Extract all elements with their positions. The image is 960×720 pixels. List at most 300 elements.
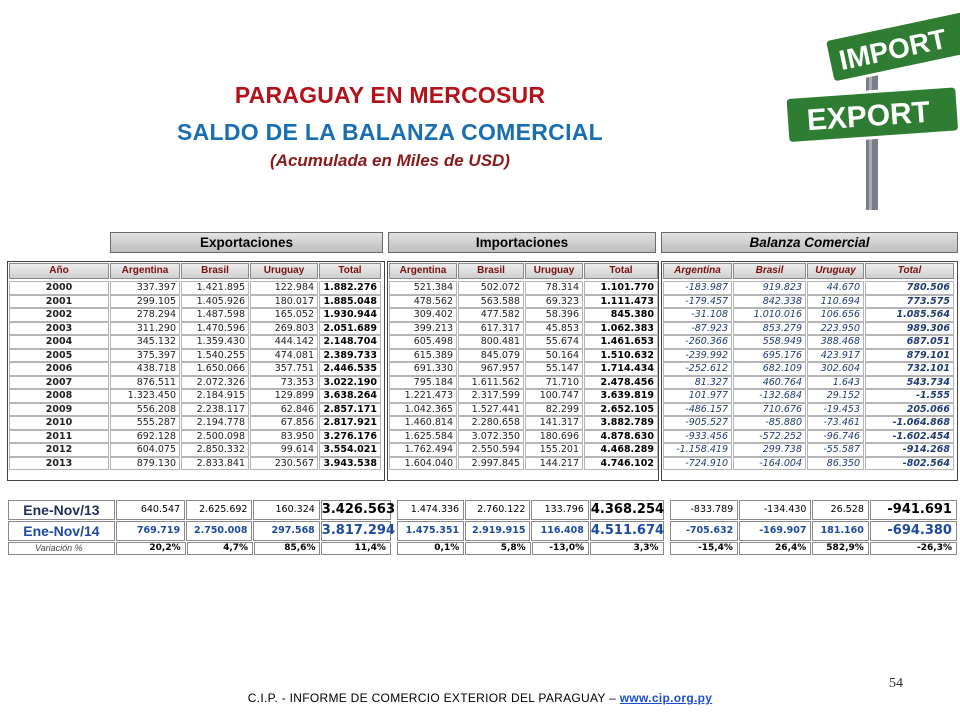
table-cell: -87.923 — [663, 322, 732, 336]
table-row — [9, 430, 382, 444]
table-cell: 299.738 — [733, 443, 806, 457]
table-row — [663, 403, 955, 417]
row-year: 2002 — [9, 308, 109, 322]
summary-cell: 3.426.563 — [321, 500, 391, 520]
col-header-bal-uruguay: Uruguay — [807, 263, 864, 279]
group-header-exports: Exportaciones — [110, 232, 383, 253]
table-row — [663, 308, 955, 322]
table-cell: 876.511 — [110, 376, 180, 390]
table-row — [389, 457, 659, 471]
table-row — [9, 322, 382, 336]
table-cell: 1.487.598 — [181, 308, 249, 322]
table-cell: 399.213 — [389, 322, 457, 336]
table-cell: 345.132 — [110, 335, 180, 349]
row-year: 2006 — [9, 362, 109, 376]
table-cell: 129.899 — [250, 389, 318, 403]
table-cell: 3.554.021 — [319, 443, 381, 457]
summary-cell: -705.632 — [670, 521, 738, 541]
col-header-imp-total: Total — [584, 263, 658, 279]
summary-row-variacion — [8, 542, 958, 555]
table-cell: 2.238.117 — [181, 403, 249, 417]
summary-cell: 2.625.692 — [186, 500, 252, 520]
table-cell: 732.101 — [865, 362, 954, 376]
table-cell: 2.194.778 — [181, 416, 249, 430]
summary-cell: -833.789 — [670, 500, 738, 520]
table-cell: -132.684 — [733, 389, 806, 403]
table-cell: 1.042.365 — [389, 403, 457, 417]
summary-row-ene-nov-14 — [8, 521, 958, 541]
table-cell: 845.380 — [584, 308, 658, 322]
table-cell: 1.930.944 — [319, 308, 381, 322]
table-cell: 3.882.789 — [584, 416, 658, 430]
table-row — [663, 376, 955, 390]
table-cell: 86.350 — [807, 457, 864, 471]
row-year: 2013 — [9, 457, 109, 471]
sign-export-text: EXPORT — [805, 95, 932, 138]
table-cell: 2.833.841 — [181, 457, 249, 471]
table-cell: 800.481 — [458, 335, 524, 349]
summary-gap — [665, 521, 669, 541]
table-cell: 2.184.915 — [181, 389, 249, 403]
row-year: 2007 — [9, 376, 109, 390]
table-cell: 2.478.456 — [584, 376, 658, 390]
title-units: (Acumulada en Miles de USD) — [270, 151, 510, 170]
summary-cell: 2.750.008 — [186, 521, 252, 541]
table-cell: 478.562 — [389, 295, 457, 309]
table-cell: -179.457 — [663, 295, 732, 309]
table-cell: -1.064.868 — [865, 416, 954, 430]
summary-cell: 133.796 — [531, 500, 588, 520]
summary-cell: -169.907 — [739, 521, 811, 541]
table-cell: 101.977 — [663, 389, 732, 403]
table-cell: 691.330 — [389, 362, 457, 376]
table-cell: 1.359.430 — [181, 335, 249, 349]
table-cell: 1.111.473 — [584, 295, 658, 309]
summary-cell: 5,8% — [465, 542, 530, 555]
table-cell: 29.152 — [807, 389, 864, 403]
table-cell: 1.421.895 — [181, 281, 249, 295]
table-cell: 1.510.632 — [584, 349, 658, 363]
col-header-bal-brasil: Brasil — [733, 263, 806, 279]
summary-label: Variación % — [8, 542, 115, 555]
table-row — [663, 322, 955, 336]
table-cell: 845.079 — [458, 349, 524, 363]
table-row — [9, 389, 382, 403]
table-cell: 842.338 — [733, 295, 806, 309]
col-header-bal-argentina: Argentina — [663, 263, 732, 279]
table-cell: 223.950 — [807, 322, 864, 336]
col-header-bal-total: Total — [865, 263, 954, 279]
table-cell: 2.817.921 — [319, 416, 381, 430]
table-cell: 3.072.350 — [458, 430, 524, 444]
table-cell: 460.764 — [733, 376, 806, 390]
table-cell: 615.389 — [389, 349, 457, 363]
summary-gap — [665, 542, 669, 555]
table-cell: -260.366 — [663, 335, 732, 349]
table-row — [663, 443, 955, 457]
table-cell: 687.051 — [865, 335, 954, 349]
summary-cell: 26.528 — [812, 500, 868, 520]
summary-cell: 181.160 — [812, 521, 868, 541]
table-cell: 617.317 — [458, 322, 524, 336]
summary-cell: 769.719 — [116, 521, 185, 541]
summary-cell: 116.408 — [531, 521, 588, 541]
title-subtitle: SALDO DE LA BALANZA COMERCIAL — [176, 119, 604, 145]
table-cell: 710.676 — [733, 403, 806, 417]
table-cell: -802.564 — [865, 457, 954, 471]
summary-cell: 1.475.351 — [397, 521, 464, 541]
table-cell: 1.762.494 — [389, 443, 457, 457]
table-cell: 44.670 — [807, 281, 864, 295]
table-cell: -183.987 — [663, 281, 732, 295]
table-cell: -239.992 — [663, 349, 732, 363]
table-cell: -905.527 — [663, 416, 732, 430]
summary-cell: 2.919.915 — [465, 521, 530, 541]
table-cell: 3.022.190 — [319, 376, 381, 390]
table-cell: -1.555 — [865, 389, 954, 403]
footer — [0, 691, 960, 705]
table-row — [663, 457, 955, 471]
table-cell: -1.602.454 — [865, 430, 954, 444]
table-row — [9, 281, 382, 295]
table-cell: -164.004 — [733, 457, 806, 471]
table-cell: 692.128 — [110, 430, 180, 444]
row-year: 2000 — [9, 281, 109, 295]
table-row — [9, 457, 382, 471]
table-cell: 309.402 — [389, 308, 457, 322]
table-cell: -31.108 — [663, 308, 732, 322]
table-row — [9, 349, 382, 363]
table-row — [389, 389, 659, 403]
table-cell: 1.062.383 — [584, 322, 658, 336]
table-cell: 388.468 — [807, 335, 864, 349]
table-cell: 144.217 — [525, 457, 583, 471]
col-header-year: Año — [9, 263, 109, 279]
table-cell: 3.638.264 — [319, 389, 381, 403]
table-cell: 1.714.434 — [584, 362, 658, 376]
table-cell: 1.643 — [807, 376, 864, 390]
sign-export-plate — [785, 86, 960, 144]
table-row — [9, 295, 382, 309]
table-cell: 853.279 — [733, 322, 806, 336]
table-row — [389, 430, 659, 444]
table-cell: 110.694 — [807, 295, 864, 309]
col-header-exp-argentina: Argentina — [110, 263, 180, 279]
table-cell: 555.287 — [110, 416, 180, 430]
summary-cell: -134.430 — [739, 500, 811, 520]
table-row — [9, 416, 382, 430]
table-cell: 62.846 — [250, 403, 318, 417]
table-cell: 1.323.450 — [110, 389, 180, 403]
table-cell: 106.656 — [807, 308, 864, 322]
summary-cell: -15,4% — [670, 542, 738, 555]
table-cell: -1.158.419 — [663, 443, 732, 457]
summary-gap — [392, 500, 396, 520]
table-cell: 99.614 — [250, 443, 318, 457]
table-cell: 180.017 — [250, 295, 318, 309]
table-cell: 2.389.733 — [319, 349, 381, 363]
table-row — [663, 389, 955, 403]
summary-cell: -694.380 — [870, 521, 957, 541]
group-header-balance: Balanza Comercial — [661, 232, 958, 253]
table-cell: 1.540.255 — [181, 349, 249, 363]
table-cell: -572.252 — [733, 430, 806, 444]
table-cell: -252.612 — [663, 362, 732, 376]
table-cell: 55.674 — [525, 335, 583, 349]
table-row — [389, 403, 659, 417]
summary-gap — [392, 542, 396, 555]
table-cell: 477.582 — [458, 308, 524, 322]
row-year: 2011 — [9, 430, 109, 444]
table-cell: 1.010.016 — [733, 308, 806, 322]
table-cell: 3.639.819 — [584, 389, 658, 403]
table-cell: 780.506 — [865, 281, 954, 295]
summary-cell: 11,4% — [321, 542, 390, 555]
page-number: 54 — [889, 676, 903, 691]
table-cell: 502.072 — [458, 281, 524, 295]
col-header-exp-total: Total — [319, 263, 381, 279]
table-cell: 879.130 — [110, 457, 180, 471]
row-year: 2003 — [9, 322, 109, 336]
table-row — [9, 362, 382, 376]
table-cell: 67.856 — [250, 416, 318, 430]
table-cell: 2.857.171 — [319, 403, 381, 417]
table-cell: 444.142 — [250, 335, 318, 349]
table-cell: -933.456 — [663, 430, 732, 444]
table-cell: 81.327 — [663, 376, 732, 390]
row-year: 2008 — [9, 389, 109, 403]
table-cell: 2.317.599 — [458, 389, 524, 403]
summary-gap — [392, 521, 396, 541]
table-cell: 122.984 — [250, 281, 318, 295]
table-cell: 311.290 — [110, 322, 180, 336]
table-cell: 563.588 — [458, 295, 524, 309]
table-cell: -73.461 — [807, 416, 864, 430]
col-header-imp-uruguay: Uruguay — [525, 263, 583, 279]
table-row — [9, 335, 382, 349]
table-row — [9, 308, 382, 322]
table-cell: 543.734 — [865, 376, 954, 390]
table-cell: 78.314 — [525, 281, 583, 295]
row-year: 2005 — [9, 349, 109, 363]
table-cell: 989.306 — [865, 322, 954, 336]
table-cell: 2.997.845 — [458, 457, 524, 471]
table-cell: 1.405.926 — [181, 295, 249, 309]
table-cell: 1.650.066 — [181, 362, 249, 376]
table-cell: -19.453 — [807, 403, 864, 417]
table-cell: 141.317 — [525, 416, 583, 430]
table-cell: 2.850.332 — [181, 443, 249, 457]
summary-cell: -941.691 — [870, 500, 957, 520]
summary-label: Ene-Nov/13 — [8, 500, 115, 520]
table-cell: 1.085.564 — [865, 308, 954, 322]
group-header-imports: Importaciones — [388, 232, 656, 253]
exports-column-headers — [9, 263, 382, 279]
table-row — [663, 362, 955, 376]
summary-cell: 0,1% — [397, 542, 464, 555]
table-cell: 278.294 — [110, 308, 180, 322]
table-cell: 1.101.770 — [584, 281, 658, 295]
table-cell: 556.208 — [110, 403, 180, 417]
table-row — [389, 322, 659, 336]
table-row — [663, 295, 955, 309]
summary-cell: 20,2% — [116, 542, 185, 555]
table-cell: 299.105 — [110, 295, 180, 309]
table-cell: -85.880 — [733, 416, 806, 430]
table-cell: 423.917 — [807, 349, 864, 363]
table-cell: 2.148.704 — [319, 335, 381, 349]
import-export-sign-image — [778, 0, 960, 210]
table-cell: 1.527.441 — [458, 403, 524, 417]
table-cell: 69.323 — [525, 295, 583, 309]
summary-cell: 160.324 — [253, 500, 319, 520]
table-cell: 4.468.289 — [584, 443, 658, 457]
table-cell: 205.066 — [865, 403, 954, 417]
table-cell: 474.081 — [250, 349, 318, 363]
table-cell: 604.075 — [110, 443, 180, 457]
table-row — [9, 443, 382, 457]
summary-cell: 640.547 — [116, 500, 185, 520]
table-cell: 1.461.653 — [584, 335, 658, 349]
table-cell: 337.397 — [110, 281, 180, 295]
col-header-exp-brasil: Brasil — [181, 263, 249, 279]
table-row — [663, 335, 955, 349]
table-cell: 83.950 — [250, 430, 318, 444]
table-row — [389, 335, 659, 349]
table-cell: 1.882.276 — [319, 281, 381, 295]
table-row — [9, 376, 382, 390]
table-cell: 1.611.562 — [458, 376, 524, 390]
table-cell: 269.803 — [250, 322, 318, 336]
summary-cell: 3.817.294 — [321, 521, 391, 541]
table-row — [389, 295, 659, 309]
table-cell: 1.625.584 — [389, 430, 457, 444]
summary-cell: -26,3% — [870, 542, 957, 555]
table-cell: 1.460.814 — [389, 416, 457, 430]
table-cell: -914.268 — [865, 443, 954, 457]
table-cell: 45.853 — [525, 322, 583, 336]
row-year: 2012 — [9, 443, 109, 457]
summary-cell: 4,7% — [187, 542, 253, 555]
table-cell: 3.276.176 — [319, 430, 381, 444]
row-year: 2010 — [9, 416, 109, 430]
table-cell: 1.604.040 — [389, 457, 457, 471]
sign-import-text: IMPORT — [836, 23, 950, 77]
table-cell: 2.072.326 — [181, 376, 249, 390]
table-row — [389, 362, 659, 376]
table-cell: -55.587 — [807, 443, 864, 457]
table-cell: 2.446.535 — [319, 362, 381, 376]
table-cell: 73.353 — [250, 376, 318, 390]
table-cell: 155.201 — [525, 443, 583, 457]
table-cell: 558.949 — [733, 335, 806, 349]
table-cell: 2.550.594 — [458, 443, 524, 457]
footer-link[interactable]: www.cip.org.py — [619, 691, 713, 705]
summary-label: Ene-Nov/14 — [8, 521, 115, 541]
table-row — [663, 281, 955, 295]
summary-cell: 297.568 — [253, 521, 319, 541]
table-cell: 357.751 — [250, 362, 318, 376]
table-cell: 55.147 — [525, 362, 583, 376]
summary-cell: 26,4% — [739, 542, 811, 555]
table-cell: 967.957 — [458, 362, 524, 376]
table-cell: -724.910 — [663, 457, 732, 471]
imports-rows — [389, 281, 659, 470]
summary-cell: 1.474.336 — [397, 500, 464, 520]
col-header-exp-uruguay: Uruguay — [250, 263, 318, 279]
table-cell: 773.575 — [865, 295, 954, 309]
table-cell: 879.101 — [865, 349, 954, 363]
col-header-imp-argentina: Argentina — [389, 263, 457, 279]
table-cell: 58.396 — [525, 308, 583, 322]
table-cell: 2.280.658 — [458, 416, 524, 430]
table-cell: 71.710 — [525, 376, 583, 390]
table-row — [389, 416, 659, 430]
table-row — [663, 349, 955, 363]
row-year: 2001 — [9, 295, 109, 309]
summary-cell: -13,0% — [532, 542, 590, 555]
table-row — [389, 281, 659, 295]
balance-rows — [663, 281, 955, 470]
summary-cell: 4.511.674 — [590, 521, 664, 541]
row-year: 2009 — [9, 403, 109, 417]
table-cell: 82.299 — [525, 403, 583, 417]
table-cell: 2.051.689 — [319, 322, 381, 336]
table-cell: 695.176 — [733, 349, 806, 363]
summary-gap — [665, 500, 669, 520]
table-cell: 605.498 — [389, 335, 457, 349]
table-cell: -96.746 — [807, 430, 864, 444]
table-row — [389, 308, 659, 322]
table-cell: 1.885.048 — [319, 295, 381, 309]
table-cell: 2.652.105 — [584, 403, 658, 417]
table-cell: 438.718 — [110, 362, 180, 376]
table-cell: 2.500.098 — [181, 430, 249, 444]
table-row — [9, 403, 382, 417]
table-cell: 919.823 — [733, 281, 806, 295]
balance-column-headers — [663, 263, 955, 279]
table-row — [389, 376, 659, 390]
table-cell: 180.696 — [525, 430, 583, 444]
summary-row-ene-nov-13 — [8, 500, 958, 520]
summary-cell: 85,6% — [254, 542, 320, 555]
summary-cell: 4.368.254 — [590, 500, 664, 520]
table-row — [389, 443, 659, 457]
table-row — [389, 349, 659, 363]
table-cell: 3.943.538 — [319, 457, 381, 471]
table-cell: 4.746.102 — [584, 457, 658, 471]
table-cell: 302.604 — [807, 362, 864, 376]
summary-cell: 3,3% — [590, 542, 663, 555]
imports-column-headers — [389, 263, 659, 279]
table-cell: 4.878.630 — [584, 430, 658, 444]
table-cell: 100.747 — [525, 389, 583, 403]
title-main: PARAGUAY EN MERCOSUR — [234, 82, 546, 108]
col-header-imp-brasil: Brasil — [458, 263, 524, 279]
table-cell: 375.397 — [110, 349, 180, 363]
table-cell: 682.109 — [733, 362, 806, 376]
table-row — [663, 416, 955, 430]
exports-rows — [9, 281, 382, 470]
sign-import-plate — [824, 9, 960, 83]
table-cell: 165.052 — [250, 308, 318, 322]
table-cell: 50.164 — [525, 349, 583, 363]
table-cell: 230.567 — [250, 457, 318, 471]
table-cell: 1.470.596 — [181, 322, 249, 336]
table-cell: 521.384 — [389, 281, 457, 295]
table-cell: 795.184 — [389, 376, 457, 390]
row-year: 2004 — [9, 335, 109, 349]
